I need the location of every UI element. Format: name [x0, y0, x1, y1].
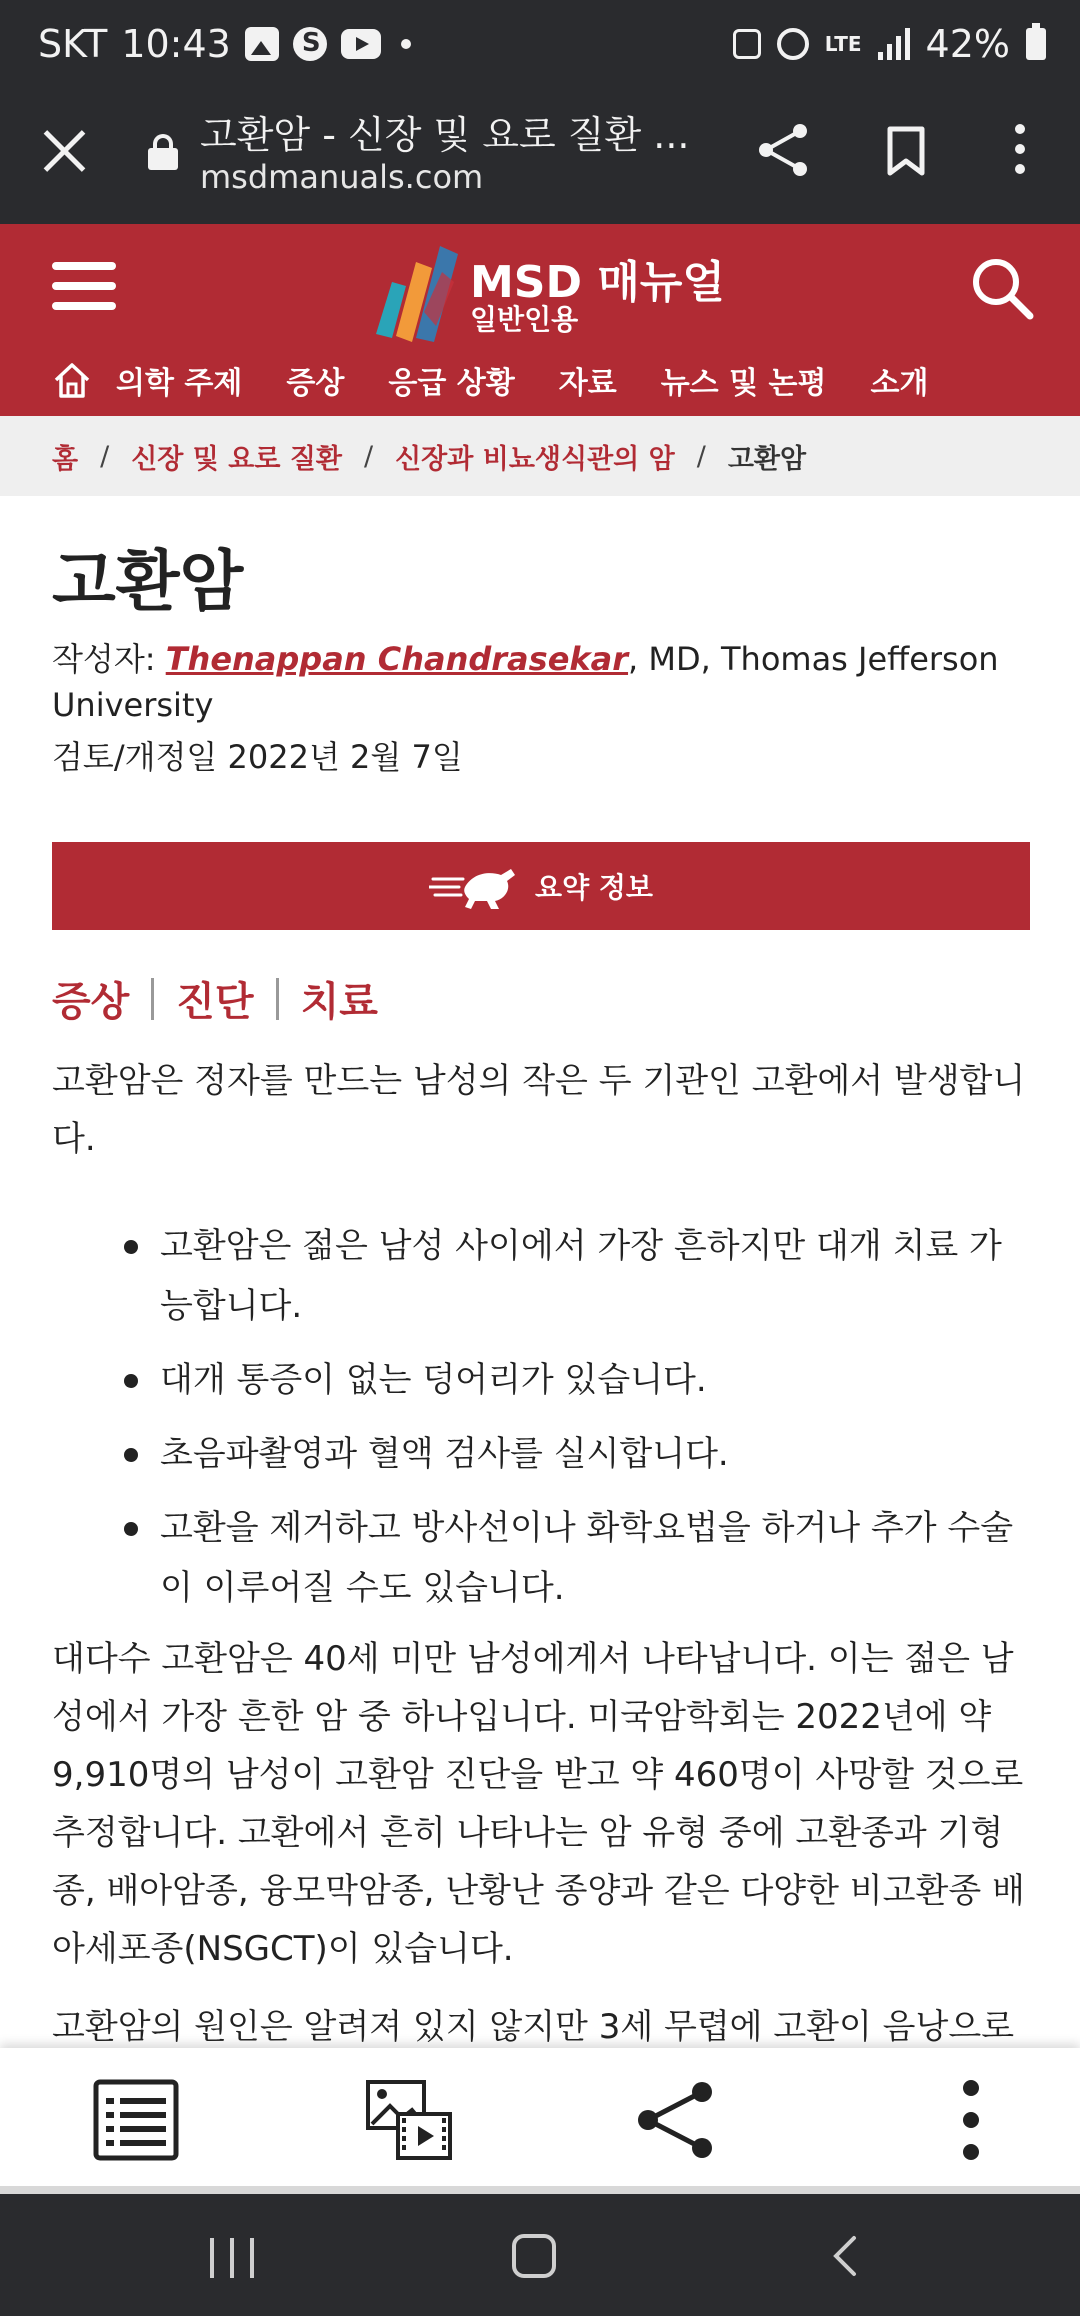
body-paragraph: 대다수 고환암은 40세 미만 남성에게서 나타납니다. 이는 젊은 남성에서 가장 흔한 암 중 하나입니다. 미국암학회는 2022년에 약 9,910명의 남성이 고환암 진단을 받고 약 460명이 사망할 것으로 추정합니다. 고환에서 흔히 나타나는 암 유형 중에 고환종과 기형종, 배아암종, 융모막암종, 난황난 종양과 같은 다양한 비고환종 배아세포종(NSGCT)이 있습니다.: [52, 1639, 1025, 1969]
section-divider: [151, 978, 154, 1020]
breadcrumb-separator: /: [696, 440, 706, 472]
lock-icon[interactable]: [148, 134, 178, 170]
nav-symptoms[interactable]: 증상: [286, 366, 345, 401]
list-item: 고환암은 젊은 남성 사이에서 가장 흔하지만 대개 치료 가능합니다.: [52, 1216, 1032, 1336]
more-notifications-dot-icon: [401, 39, 411, 49]
alarm-icon: [777, 28, 809, 60]
breadcrumb-genitourinary-cancers[interactable]: 신장과 비뇨생식관의 암: [395, 443, 675, 475]
breadcrumb-home[interactable]: 홈: [52, 443, 79, 475]
clock: 10:43: [121, 22, 231, 66]
carrier: SKT: [38, 22, 108, 66]
toolbar-divider: [0, 2186, 1080, 2194]
battery-percent: 42%: [925, 22, 1010, 66]
site-header: [0, 224, 1080, 416]
battery-saver-icon: [733, 29, 761, 59]
logo-subtitle: 일반인용: [470, 303, 579, 336]
close-icon[interactable]: [40, 126, 88, 174]
status-left: [38, 22, 411, 66]
section-link-symptoms[interactable]: 증상: [52, 979, 130, 1025]
runner-icon: [429, 861, 519, 911]
list-item: 초음파촬영과 혈액 검사를 실시합니다.: [52, 1424, 1032, 1484]
author-affiliation: , MD, Thomas Jefferson University: [52, 640, 999, 724]
author-link[interactable]: Thenappan Chandrasekar: [165, 640, 629, 678]
nav-emergencies[interactable]: 응급 상황: [388, 366, 515, 401]
lte-indicator: LTE: [824, 32, 862, 56]
author-line: [52, 636, 1032, 728]
intro-paragraph: 고환암은 정자를 만드는 남성의 작은 두 기관인 고환에서 발생합니다.: [52, 1061, 1026, 1159]
bottom-toolbar: [0, 2048, 1080, 2190]
section-link-diagnosis[interactable]: 진단: [176, 979, 254, 1025]
search-icon[interactable]: [970, 256, 1034, 320]
logo-title: MSD 매뉴얼: [470, 257, 725, 308]
nav-news[interactable]: 뉴스 및 논평: [660, 366, 827, 401]
list-item: 대개 통증이 없는 덩어리가 있습니다.: [52, 1350, 1032, 1410]
breadcrumb: [0, 416, 1080, 496]
home-button-icon[interactable]: [512, 2234, 556, 2278]
summary-label: 요약 정보: [535, 871, 653, 904]
hamburger-menu-icon[interactable]: [52, 262, 116, 312]
page-title: 고환암: [52, 543, 244, 620]
main-nav: [52, 352, 972, 408]
nav-about[interactable]: 소개: [870, 366, 929, 401]
list-icon[interactable]: [92, 2078, 182, 2162]
breadcrumb-separator: /: [100, 440, 110, 472]
gallery-notification-icon: [245, 27, 279, 61]
home-icon[interactable]: [52, 360, 92, 400]
summary-button[interactable]: [52, 842, 1030, 930]
section-divider: [276, 978, 279, 1020]
list-item: 고환을 제거하고 방사선이나 화학요법을 하거나 추가 수술이 이루어질 수도 있습니다.: [52, 1498, 1032, 1618]
status-bar: [0, 0, 1080, 96]
review-date: 검토/개정일 2022년 2월 7일: [52, 738, 463, 776]
share-icon[interactable]: [632, 2078, 722, 2162]
back-icon[interactable]: [830, 2234, 860, 2278]
overflow-menu-icon[interactable]: [1010, 124, 1030, 178]
more-icon[interactable]: [926, 2078, 1016, 2162]
breadcrumb-kidney-urinary[interactable]: 신장 및 요로 질환: [131, 443, 342, 475]
android-nav-bar: [0, 2194, 1080, 2316]
media-icon[interactable]: [364, 2078, 454, 2162]
msd-logo-mark-icon: [372, 242, 464, 342]
s-app-notification-icon: [293, 27, 327, 61]
section-links: [52, 970, 378, 1027]
body-paragraph-partial: 고환암의 원인은 알려져 있지 않지만 3세 무렵에 고환이 음낭으로: [52, 2007, 1015, 2047]
browser-toolbar: [0, 96, 1080, 224]
msd-logo[interactable]: [372, 234, 725, 344]
status-right: [733, 22, 1046, 66]
recent-apps-icon[interactable]: [210, 2238, 254, 2278]
breadcrumb-current: 고환암: [727, 443, 807, 475]
share-icon[interactable]: [756, 122, 810, 178]
key-points-list: [52, 1216, 1032, 1632]
url-host[interactable]: msdmanuals.com: [200, 158, 484, 196]
youtube-notification-icon: [341, 29, 381, 59]
author-prefix: 작성자:: [52, 640, 166, 678]
breadcrumb-separator: /: [363, 440, 374, 472]
battery-icon: [1026, 28, 1046, 60]
signal-icon: [878, 28, 910, 60]
nav-medical-topics[interactable]: 의학 주제: [116, 366, 243, 401]
tab-title[interactable]: 고환암 - 신장 및 요로 질환 ...: [200, 113, 690, 157]
nav-resources[interactable]: 자료: [558, 366, 617, 401]
section-link-treatment[interactable]: 치료: [300, 979, 378, 1025]
bookmark-icon[interactable]: [886, 126, 926, 176]
